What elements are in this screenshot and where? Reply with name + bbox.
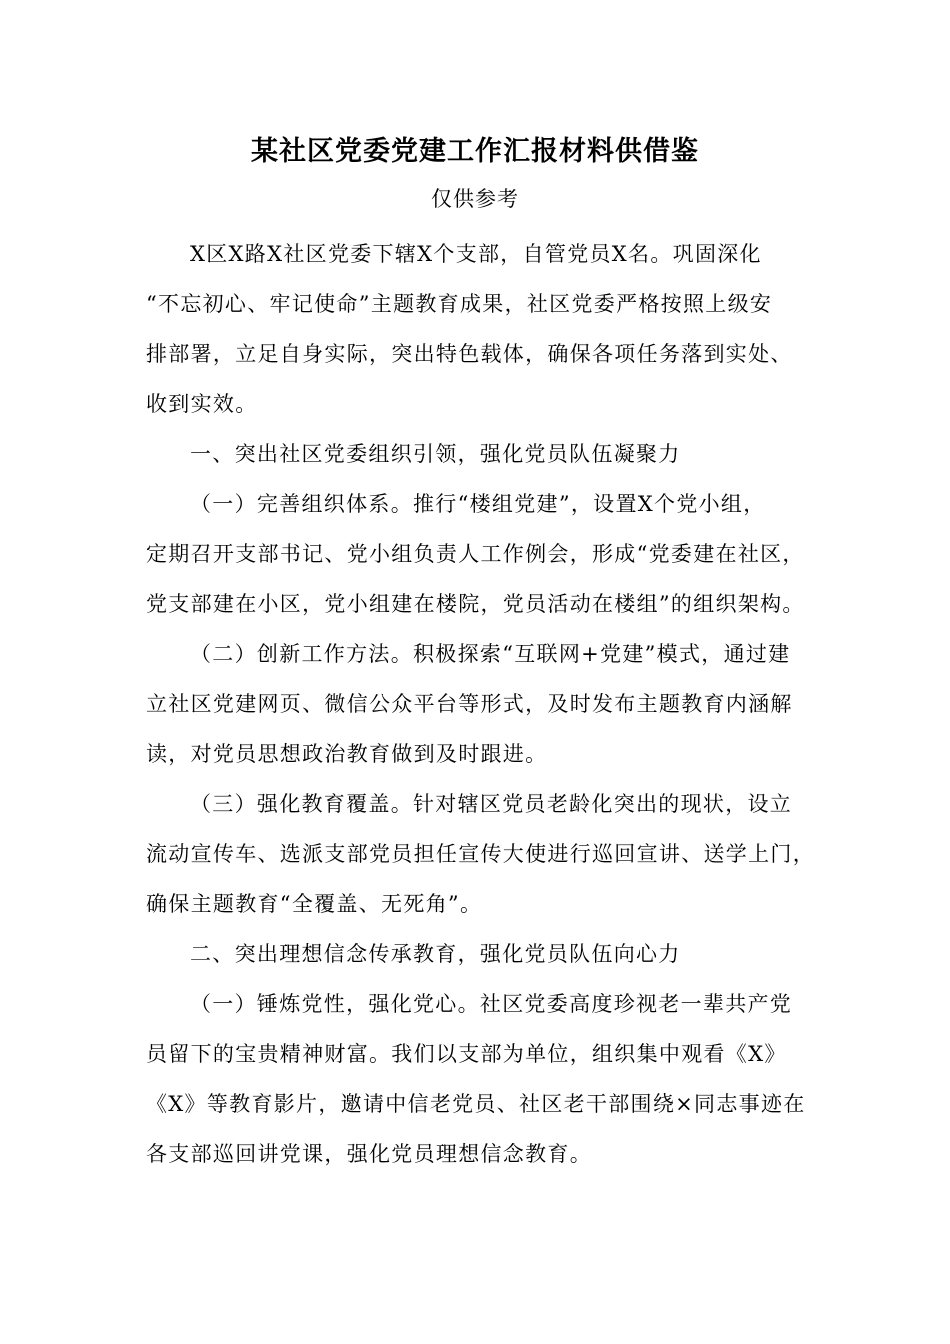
- document-title: 某社区党委党建工作汇报材料供借鉴: [251, 136, 699, 167]
- body-text-line: 二、突出理想信念传承教育，强化党员队伍向心力: [190, 942, 681, 966]
- body-text-line: （一）锤炼党性，强化党心。社区党委高度珍视老一辈共产党: [190, 992, 793, 1016]
- body-text-line: 各支部巡回讲党课，强化党员理想信念教育。: [146, 1142, 592, 1166]
- body-text-line: 员留下的宝贵精神财富。我们以支部为单位，组织集中观看《X》: [146, 1042, 787, 1066]
- body-text-line: （二）创新工作方法。积极探索“互联网+党建”模式，通过建: [190, 642, 791, 666]
- body-text-line: （三）强化教育覆盖。针对辖区党员老龄化突出的现状，设立: [190, 792, 793, 816]
- document-body: [146, 229, 815, 1179]
- body-text-line: 党支部建在小区，党小组建在楼院，党员活动在楼组”的组织架构。: [146, 592, 805, 616]
- body-text-line: 确保主题教育“全覆盖、无死角”。: [146, 892, 483, 916]
- body-text-line: X区X路X社区党委下辖X个支部，自管党员X名。巩固深化: [190, 242, 762, 266]
- body-text-line: 排部署，立足自身实际，突出特色载体，确保各项任务落到实处、: [146, 342, 793, 366]
- body-text-line: 立社区党建网页、微信公众平台等形式，及时发布主题教育内涵解: [146, 692, 793, 716]
- body-text-line: 读，对党员思想政治教育做到及时跟进。: [146, 742, 548, 766]
- body-text-line: （一）完善组织体系。推行“楼组党建”，设置X个党小组，: [190, 492, 766, 516]
- document-subtitle: 仅供参考: [431, 187, 519, 211]
- body-text-line: 流动宣传车、选派支部党员担任宣传大使进行巡回宣讲、送学上门，: [146, 842, 815, 866]
- body-text-line: 定期召开支部书记、党小组负责人工作例会，形成“党委建在社区，: [146, 542, 805, 566]
- body-text-line: 《X》等教育影片，邀请中信老党员、社区老干部围绕×同志事迹在: [146, 1092, 806, 1116]
- body-text-line: “不忘初心、牢记使命”主题教育成果，社区党委严格按照上级安: [146, 292, 773, 316]
- body-text-line: 一、突出社区党委组织引领，强化党员队伍凝聚力: [190, 442, 681, 466]
- body-text-line: 收到实效。: [146, 392, 258, 416]
